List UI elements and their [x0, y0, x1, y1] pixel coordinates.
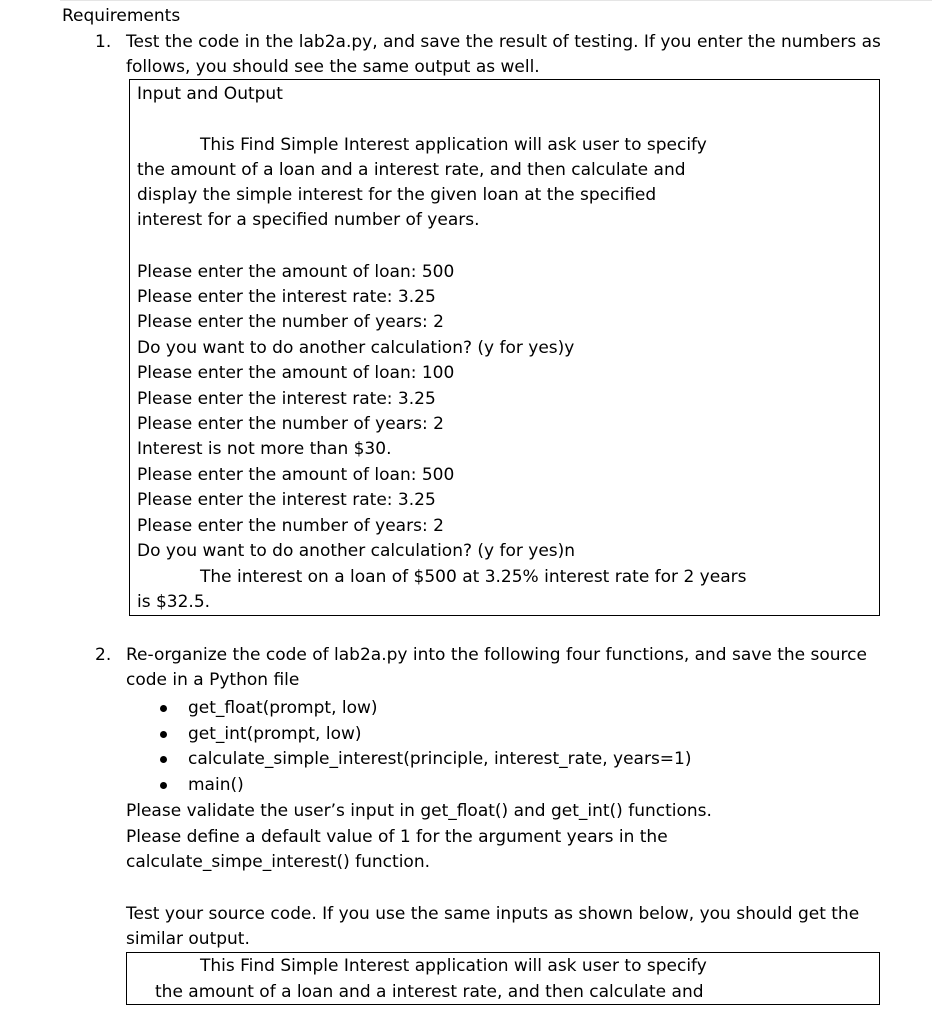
- item-1-line-2: follows, you should see the same output as well.: [126, 57, 540, 77]
- bullet-item-2: get_int(prompt, low): [188, 724, 362, 744]
- sample-output-box: [126, 952, 880, 1005]
- session-line-7: Please enter the number of years: 2: [137, 414, 444, 434]
- box2-line-1: This Find Simple Interest application will ask user to specify: [200, 956, 707, 976]
- session-line-8: Interest is not more than $30.: [137, 439, 392, 459]
- session-line-3: Please enter the number of years: 2: [137, 312, 444, 332]
- box2-line-2: the amount of a loan and a interest rate, and then calculate and: [155, 982, 704, 1002]
- session-line-2: Please enter the interest rate: 3.25: [137, 287, 436, 307]
- intro-line-2: the amount of a loan and a interest rate, and then calculate and: [137, 160, 686, 180]
- session-line-1: Please enter the amount of loan: 500: [137, 262, 455, 282]
- bullet-item-1: get_float(prompt, low): [188, 698, 378, 718]
- bullet-item-4: main(): [188, 775, 244, 795]
- session-line-4: Do you want to do another calculation? (y for yes)y: [137, 338, 575, 358]
- item-2-line-2: code in a Python file: [126, 670, 300, 690]
- item-1-number: 1.: [95, 32, 112, 52]
- intro-line-3: display the simple interest for the given loan at the specified: [137, 185, 657, 205]
- page-top-rule: [60, 0, 932, 1]
- bullet-item-3: calculate_simple_interest(principle, interest_rate, years=1): [188, 749, 692, 769]
- session-line-5: Please enter the amount of loan: 100: [137, 363, 455, 383]
- note-line-3: calculate_simpe_interest() function.: [126, 852, 430, 872]
- test-line-1: Test your source code. If you use the same inputs as shown below, you should get the: [126, 904, 860, 924]
- result-line-1: The interest on a loan of $500 at 3.25% interest rate for 2 years: [200, 567, 747, 587]
- note-line-1: Please validate the user’s input in get_float() and get_int() functions.: [126, 801, 712, 821]
- item-1-line-1: Test the code in the lab2a.py, and save the result of testing. If you enter the numbers as: [126, 32, 881, 52]
- item-2-line-1: Re-organize the code of lab2a.py into the following four functions, and save the source: [126, 645, 867, 665]
- intro-line-1: This Find Simple Interest application will ask user to specify: [200, 135, 707, 155]
- bullet-dot-2: [160, 731, 167, 738]
- section-heading: Requirements: [62, 6, 181, 26]
- session-line-12: Do you want to do another calculation? (y for yes)n: [137, 541, 576, 561]
- session-line-6: Please enter the interest rate: 3.25: [137, 389, 436, 409]
- result-line-2: is $32.5.: [137, 592, 211, 612]
- intro-line-4: interest for a specified number of years.: [137, 210, 480, 230]
- session-line-9: Please enter the amount of loan: 500: [137, 465, 455, 485]
- session-line-11: Please enter the number of years: 2: [137, 516, 444, 536]
- bullet-dot-1: [160, 705, 167, 712]
- bullet-dot-4: [160, 782, 167, 789]
- note-line-2: Please define a default value of 1 for the argument years in the: [126, 827, 668, 847]
- input-output-box: [129, 79, 880, 616]
- test-line-2: similar output.: [126, 929, 250, 949]
- session-line-10: Please enter the interest rate: 3.25: [137, 490, 436, 510]
- bullet-dot-3: [160, 756, 167, 763]
- item-2-number: 2.: [95, 645, 112, 665]
- box-title: Input and Output: [137, 84, 283, 104]
